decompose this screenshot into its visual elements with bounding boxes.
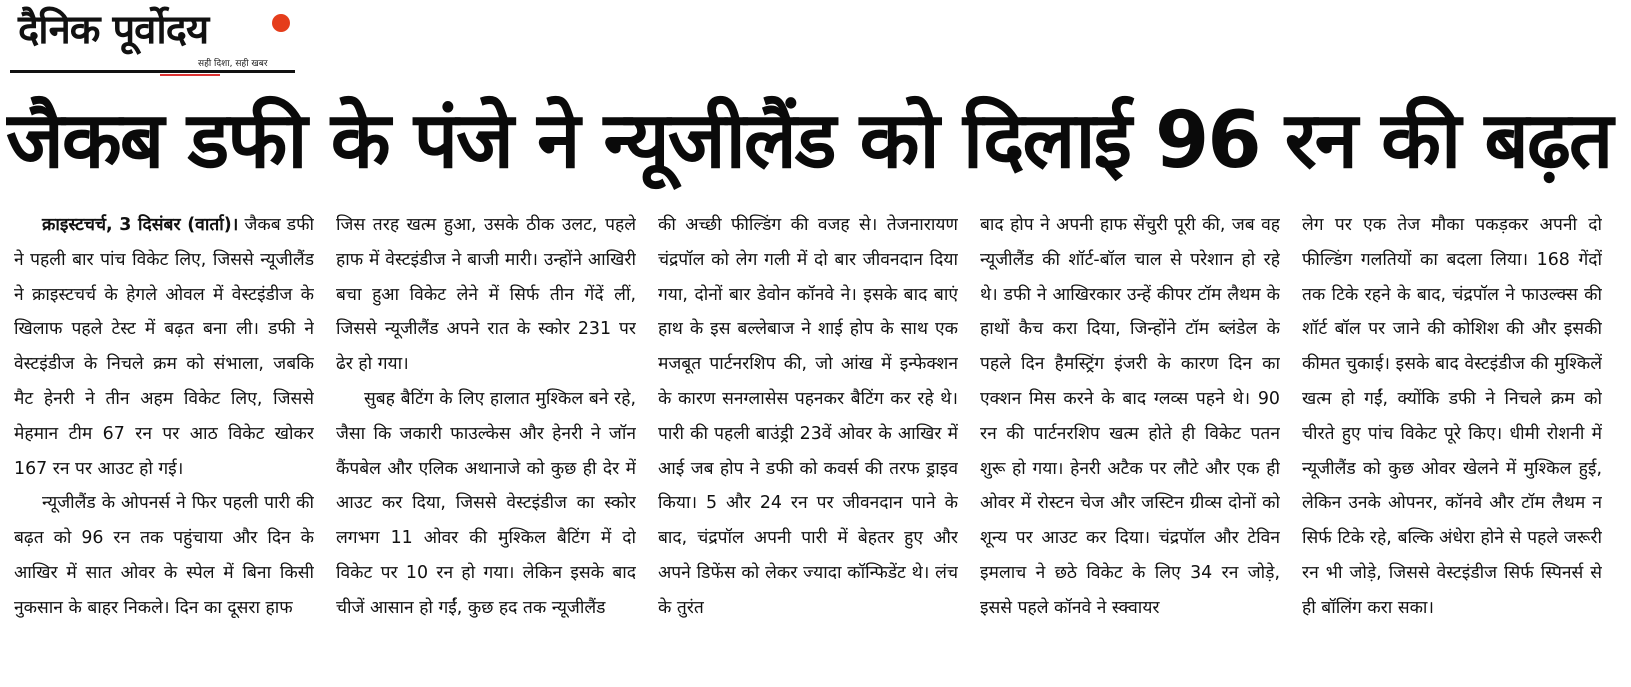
article-column-5 [1302,208,1602,684]
logo-dot-icon [272,14,290,32]
article-paragraph: की अच्छी फील्डिंग की वजह से। तेजनारायण चंद्रपॉल को लेग गली में दो बार जीवनदान दिया गया, दोनों बार डेवोन कॉनवे ने। इसके बाद बाएं हाथ के इस बल्लेबाज ने शाई होप के साथ एक मजबूत पार्टनरशिप की, जो आंख में इन्फेक्शन के कारण सनग्लासेस पहनकर बैटिंग कर रहे थे। पारी की पहली बाउंड्री 23वें ओवर के आखिर में आई जब होप ने डफी को कवर्स की तरफ ड्राइव किया। 5 और 24 रन पर जीवनदान पाने के बाद, चंद्रपॉल अपनी पारी में बेहतर हुए और अपने डिफेंस को लेकर ज्यादा कॉन्फिडेंट थे। लंच के तुरंत [658,215,958,618]
article-paragraph [14,208,314,486]
newspaper-logo: दैनिक पूर्वोदय [18,7,209,53]
article-paragraph: सुबह बैटिंग के लिए हालात मुश्किल बने रहे, जैसा कि जकारी फाउल्केस और हेनरी ने जॉन कैंपबेल और एलिक अथानाजे को कुछ ही देर में आउट कर दिया, जिससे वेस्टइंडीज का स्कोर लगभग 11 ओवर की मुश्किल बैटिंग में दो विकेट पर 10 रन हो गया। लेकिन इसके बाद चीजें आसान हो गईं, कुछ हद तक न्यूजीलैंड [336,388,636,618]
paragraph-text: जैकब डफी ने पहली बार पांच विकेट लिए, जिससे न्यूजीलैंड ने क्राइस्टचर्च के हेगले ओवल में वेस्टइंडीज के खिलाफ पहले टेस्ट में बढ़त बना ली। डफी ने वेस्टइंडीज के निचले क्रम को संभाला, जबकि मैट हेनरी ने तीन अहम विकेट लिए, जिससे मेहमान टीम 67 रन पर आठ विकेट खोकर 167 रन पर आउट हो गई। [14,215,314,479]
article-paragraph: जिस तरह खत्म हुआ, उसके ठीक उलट, पहले हाफ में वेस्टइंडीज ने बाजी मारी। उन्होंने आखिरी बचा हुआ विकेट लेने में सिर्फ तीन गेंदें लीं, जिससे न्यूजीलैंड अपने रात के स्कोर 231 पर ढेर हो गया। [336,215,636,375]
article-paragraph: लेग पर एक तेज मौका पकड़कर अपनी दो फील्डिंग गलतियों का बदला लिया। 168 गेंदों तक टिके रहने के बाद, चंद्रपॉल ने फाउल्क्स की शॉर्ट बॉल पर जाने की कोशिश की और इसकी कीमत चुकाई। इसके बाद वेस्टइंडीज की मुश्किलें खत्म हो गईं, क्योंकि डफी ने निचले क्रम को चीरते हुए पांच विकेट पूरे किए। धीमी रोशनी में न्यूजीलैंड को कुछ ओवर खेलने में मुश्किल हुई, लेकिन उनके ओपनर, कॉनवे और टॉम लैथम न सिर्फ टिके रहे, बल्कि अंधेरा होने से पहले जरूरी रन भी जोड़े, जिससे वेस्टइंडीज सिर्फ स्पिनर्स से ही बॉलिंग करा सका। [1302,215,1602,618]
article-paragraph: बाद होप ने अपनी हाफ सेंचुरी पूरी की, जब वह न्यूजीलैंड की शॉर्ट-बॉल चाल से परेशान हो रहे थे। डफी ने आखिरकार उन्हें कीपर टॉम लैथम के हाथों कैच करा दिया, जिन्होंने टॉम ब्लंडेल के पहले दिन हैमस्ट्रिंग इंजरी के कारण दिन का एक्शन मिस करने के बाद ग्लव्स पहने थे। 90 रन की पार्टनरशिप खत्म होते ही विकेट पतन शुरू हो गया। हेनरी अटैक पर लौटे और एक ही ओवर में रोस्टन चेज और जस्टिन ग्रीव्स दोनों को शून्य पर आउट कर दिया। चंद्रपॉल और टेविन इमलाच ने छठे विकेट के लिए 34 रन जोड़े, इससे पहले कॉनवे ने स्क्वायर [980,215,1280,618]
masthead-rule-accent [160,74,220,76]
article-column-2 [336,208,636,684]
article-column-4 [980,208,1280,684]
masthead [10,4,290,70]
masthead-rule [10,70,295,73]
article-column-1 [14,208,314,684]
article-paragraph: न्यूजीलैंड के ओपनर्स ने फिर पहली पारी की बढ़त को 96 रन तक पहुंचाया और दिन के आखिर में सात ओवर के स्पेल में बिना किसी नुकसान के बाहर निकले। दिन का दूसरा हाफ [14,493,314,618]
logo-tagline: सही दिशा, सही खबर [198,59,268,69]
headline: जैकब डफी के पंजे ने न्यूजीलैंड को दिलाई 96 रन की बढ़त [6,96,1612,186]
article-column-3 [658,208,958,684]
dateline: क्राइस्टचर्च, 3 दिसंबर (वार्ता)। [42,215,239,235]
article-body [14,208,1626,684]
